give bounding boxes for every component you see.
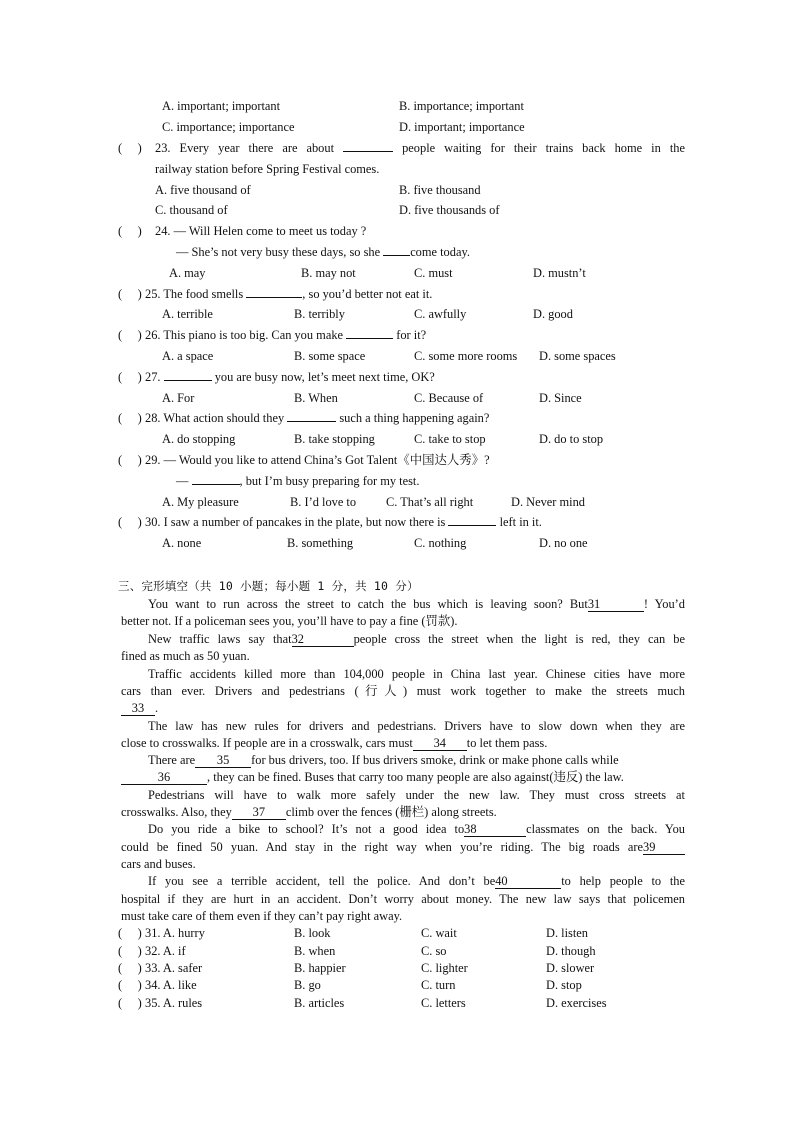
- answer-paren: ( ): [118, 328, 142, 342]
- q27-option-c: C. Because of: [414, 391, 484, 405]
- q24-option-c: C. must: [414, 266, 453, 280]
- q24-option-b: B. may not: [301, 266, 356, 280]
- passage-line: close to crosswalks. If people are in a crosswalk, cars must 34 to let them pass.: [121, 736, 548, 750]
- answer-paren: ( ): [118, 944, 142, 958]
- q22-option-c: C. importance; importance: [162, 120, 295, 134]
- blank-36: 36: [121, 770, 207, 785]
- passage-line: must take care of them even if they can’t pay right away.: [121, 909, 403, 923]
- q27-option-b: B. When: [294, 391, 338, 405]
- blank-33: 33: [121, 701, 155, 716]
- passage-line: cars than ever. Drivers and pedestrians (行人) must work together to make the streets much: [121, 684, 685, 698]
- cloze-34-option-b: B. go: [294, 978, 321, 992]
- section-title: 三、完形填空（共 10 小题；每小题 1 分，共 10 分）: [118, 579, 419, 593]
- blank-40: 40: [495, 874, 561, 889]
- answer-paren: ( ): [118, 141, 142, 155]
- cloze-32-option-b: B. when: [294, 944, 336, 958]
- passage-line: fined as much as 50 yuan.: [121, 649, 250, 663]
- question-23-cont: railway station before Spring Festival comes.: [155, 162, 380, 176]
- q22-option-a: A. important; important: [162, 99, 281, 113]
- passage-line: You want to run across the street to catch the bus which is leaving soon? But31 ! You’d: [148, 597, 686, 611]
- question-30: 30. I saw a number of pancakes in the plate, but now there is left in it.: [145, 515, 542, 529]
- blank-32: 32: [292, 632, 354, 647]
- answer-paren: ( ): [118, 287, 142, 301]
- question-23: 23. Every year there are about people waiting for their trains back home in the: [155, 141, 685, 155]
- q25-option-b: B. terribly: [294, 307, 345, 321]
- cloze-32-option-d: D. though: [546, 944, 596, 958]
- passage-line: better not. If a policeman sees you, you’ll have to pay a fine (罚款).: [121, 614, 458, 628]
- cloze-33-option-a: 33. A. safer: [145, 961, 203, 975]
- q24-option-a: A. may: [169, 266, 206, 280]
- q26-option-d: D. some spaces: [539, 349, 616, 363]
- answer-paren: ( ): [118, 926, 142, 940]
- q23-option-a: A. five thousand of: [155, 183, 251, 197]
- q26-option-b: B. some space: [294, 349, 366, 363]
- blank-37: 37: [232, 805, 286, 820]
- q29-option-a: A. My pleasure: [162, 495, 239, 509]
- question-25: 25. The food smells , so you’d better not eat it.: [145, 287, 433, 301]
- cloze-34-option-a: 34. A. like: [145, 978, 197, 992]
- q23-option-b: B. five thousand: [399, 183, 481, 197]
- question-29-cont: — , but I’m busy preparing for my test.: [176, 474, 420, 488]
- cloze-31-option-d: D. listen: [546, 926, 588, 940]
- q28-option-d: D. do to stop: [539, 432, 604, 446]
- passage-line: hospital if they are hurt in an accident. Don’t worry about money. The new law says that policemen: [121, 892, 685, 906]
- q22-option-d: D. important; importance: [399, 120, 525, 134]
- passage-line: Pedestrians will have to walk more safely under the new law. They must cross streets at: [148, 788, 685, 802]
- cloze-31-option-a: 31. A. hurry: [145, 926, 205, 940]
- q28-option-a: A. do stopping: [162, 432, 236, 446]
- answer-paren: ( ): [118, 978, 142, 992]
- cloze-35-option-a: 35. A. rules: [145, 996, 203, 1010]
- q29-option-c: C. That’s all right: [386, 495, 474, 509]
- q30-option-b: B. something: [287, 536, 354, 550]
- passage-line: crosswalks. Also, they 37 climb over the fences (栅栏) along streets.: [121, 805, 497, 819]
- blank-34: 34: [413, 736, 467, 751]
- cloze-35-option-c: C. letters: [421, 996, 466, 1010]
- question-28: 28. What action should they such a thing happening again?: [145, 411, 490, 425]
- cloze-31-option-c: C. wait: [421, 926, 457, 940]
- blank-38: 38: [464, 822, 526, 837]
- q29-option-d: D. Never mind: [511, 495, 585, 509]
- q25-option-d: D. good: [533, 307, 573, 321]
- q25-option-a: A. terrible: [162, 307, 213, 321]
- answer-paren: ( ): [118, 370, 142, 384]
- answer-paren: ( ): [118, 411, 142, 425]
- cloze-34-option-d: D. stop: [546, 978, 582, 992]
- q24-option-d: D. mustn’t: [533, 266, 586, 280]
- q26-option-c: C. some more rooms: [414, 349, 518, 363]
- question-29: 29. — Would you like to attend China’s Got Talent《中国达人秀》?: [145, 453, 490, 467]
- q26-option-a: A. a space: [162, 349, 214, 363]
- cloze-33-option-d: D. slower: [546, 961, 595, 975]
- blank-35: 35: [195, 753, 251, 768]
- q27-option-a: A. For: [162, 391, 195, 405]
- question-26: 26. This piano is too big. Can you make for it?: [145, 328, 427, 342]
- answer-paren: ( ): [118, 961, 142, 975]
- cloze-32-option-a: 32. A. if: [145, 944, 186, 958]
- passage-line: cars and buses.: [121, 857, 196, 871]
- q28-option-b: B. take stopping: [294, 432, 375, 446]
- q30-option-d: D. no one: [539, 536, 588, 550]
- cloze-33-option-c: C. lighter: [421, 961, 468, 975]
- answer-paren: ( ): [118, 224, 142, 238]
- q28-option-c: C. take to stop: [414, 432, 486, 446]
- cloze-35-option-d: D. exercises: [546, 996, 607, 1010]
- passage-line: 36 , they can be fined. Buses that carry too many people are also against(违反) the law.: [121, 769, 624, 785]
- q29-option-b: B. I’d love to: [290, 495, 357, 509]
- q22-option-b: B. importance; important: [399, 99, 524, 113]
- question-24: 24. — Will Helen come to meet us today ?: [155, 224, 367, 238]
- question-24-cont: — She’s not very busy these days, so she come today.: [176, 245, 470, 259]
- passage-line: Do you ride a bike to school? It’s not a good idea to38 classmates on the back. You: [148, 822, 685, 836]
- q23-option-d: D. five thousands of: [399, 203, 500, 217]
- blank-39: 39: [643, 840, 685, 855]
- q23-option-c: C. thousand of: [155, 203, 228, 217]
- q27-option-d: D. Since: [539, 391, 582, 405]
- passage-line: New traffic laws say that32 people cross the street when the light is red, they can be: [148, 632, 685, 646]
- passage-line: Traffic accidents killed more than 104,000 people in China last year. Chinese cities have more: [148, 667, 685, 681]
- answer-paren: ( ): [118, 453, 142, 467]
- passage-line: If you see a terrible accident, tell the police. And don’t be40 to help people to the: [148, 874, 686, 888]
- cloze-34-option-c: C. turn: [421, 978, 456, 992]
- passage-line: The law has new rules for drivers and pedestrians. Drivers have to slow down when they are: [148, 719, 685, 733]
- answer-paren: ( ): [118, 515, 142, 529]
- q30-option-c: C. nothing: [414, 536, 467, 550]
- passage-line: could be fined 50 yuan. And stay in the right way when you’re riding. The big roads are39: [121, 839, 685, 855]
- question-27: 27. you are busy now, let’s meet next time, OK?: [145, 370, 435, 384]
- cloze-33-option-b: B. happier: [294, 961, 346, 975]
- cloze-32-option-c: C. so: [421, 944, 447, 958]
- q25-option-c: C. awfully: [414, 307, 467, 321]
- passage-line: 33 .: [121, 700, 158, 716]
- passage-line: There are 35 for bus drivers, too. If bus drivers smoke, drink or make phone calls while: [148, 753, 619, 767]
- answer-paren: ( ): [118, 996, 142, 1010]
- cloze-31-option-b: B. look: [294, 926, 331, 940]
- blank-31: 31: [588, 597, 644, 612]
- q30-option-a: A. none: [162, 536, 202, 550]
- cloze-35-option-b: B. articles: [294, 996, 345, 1010]
